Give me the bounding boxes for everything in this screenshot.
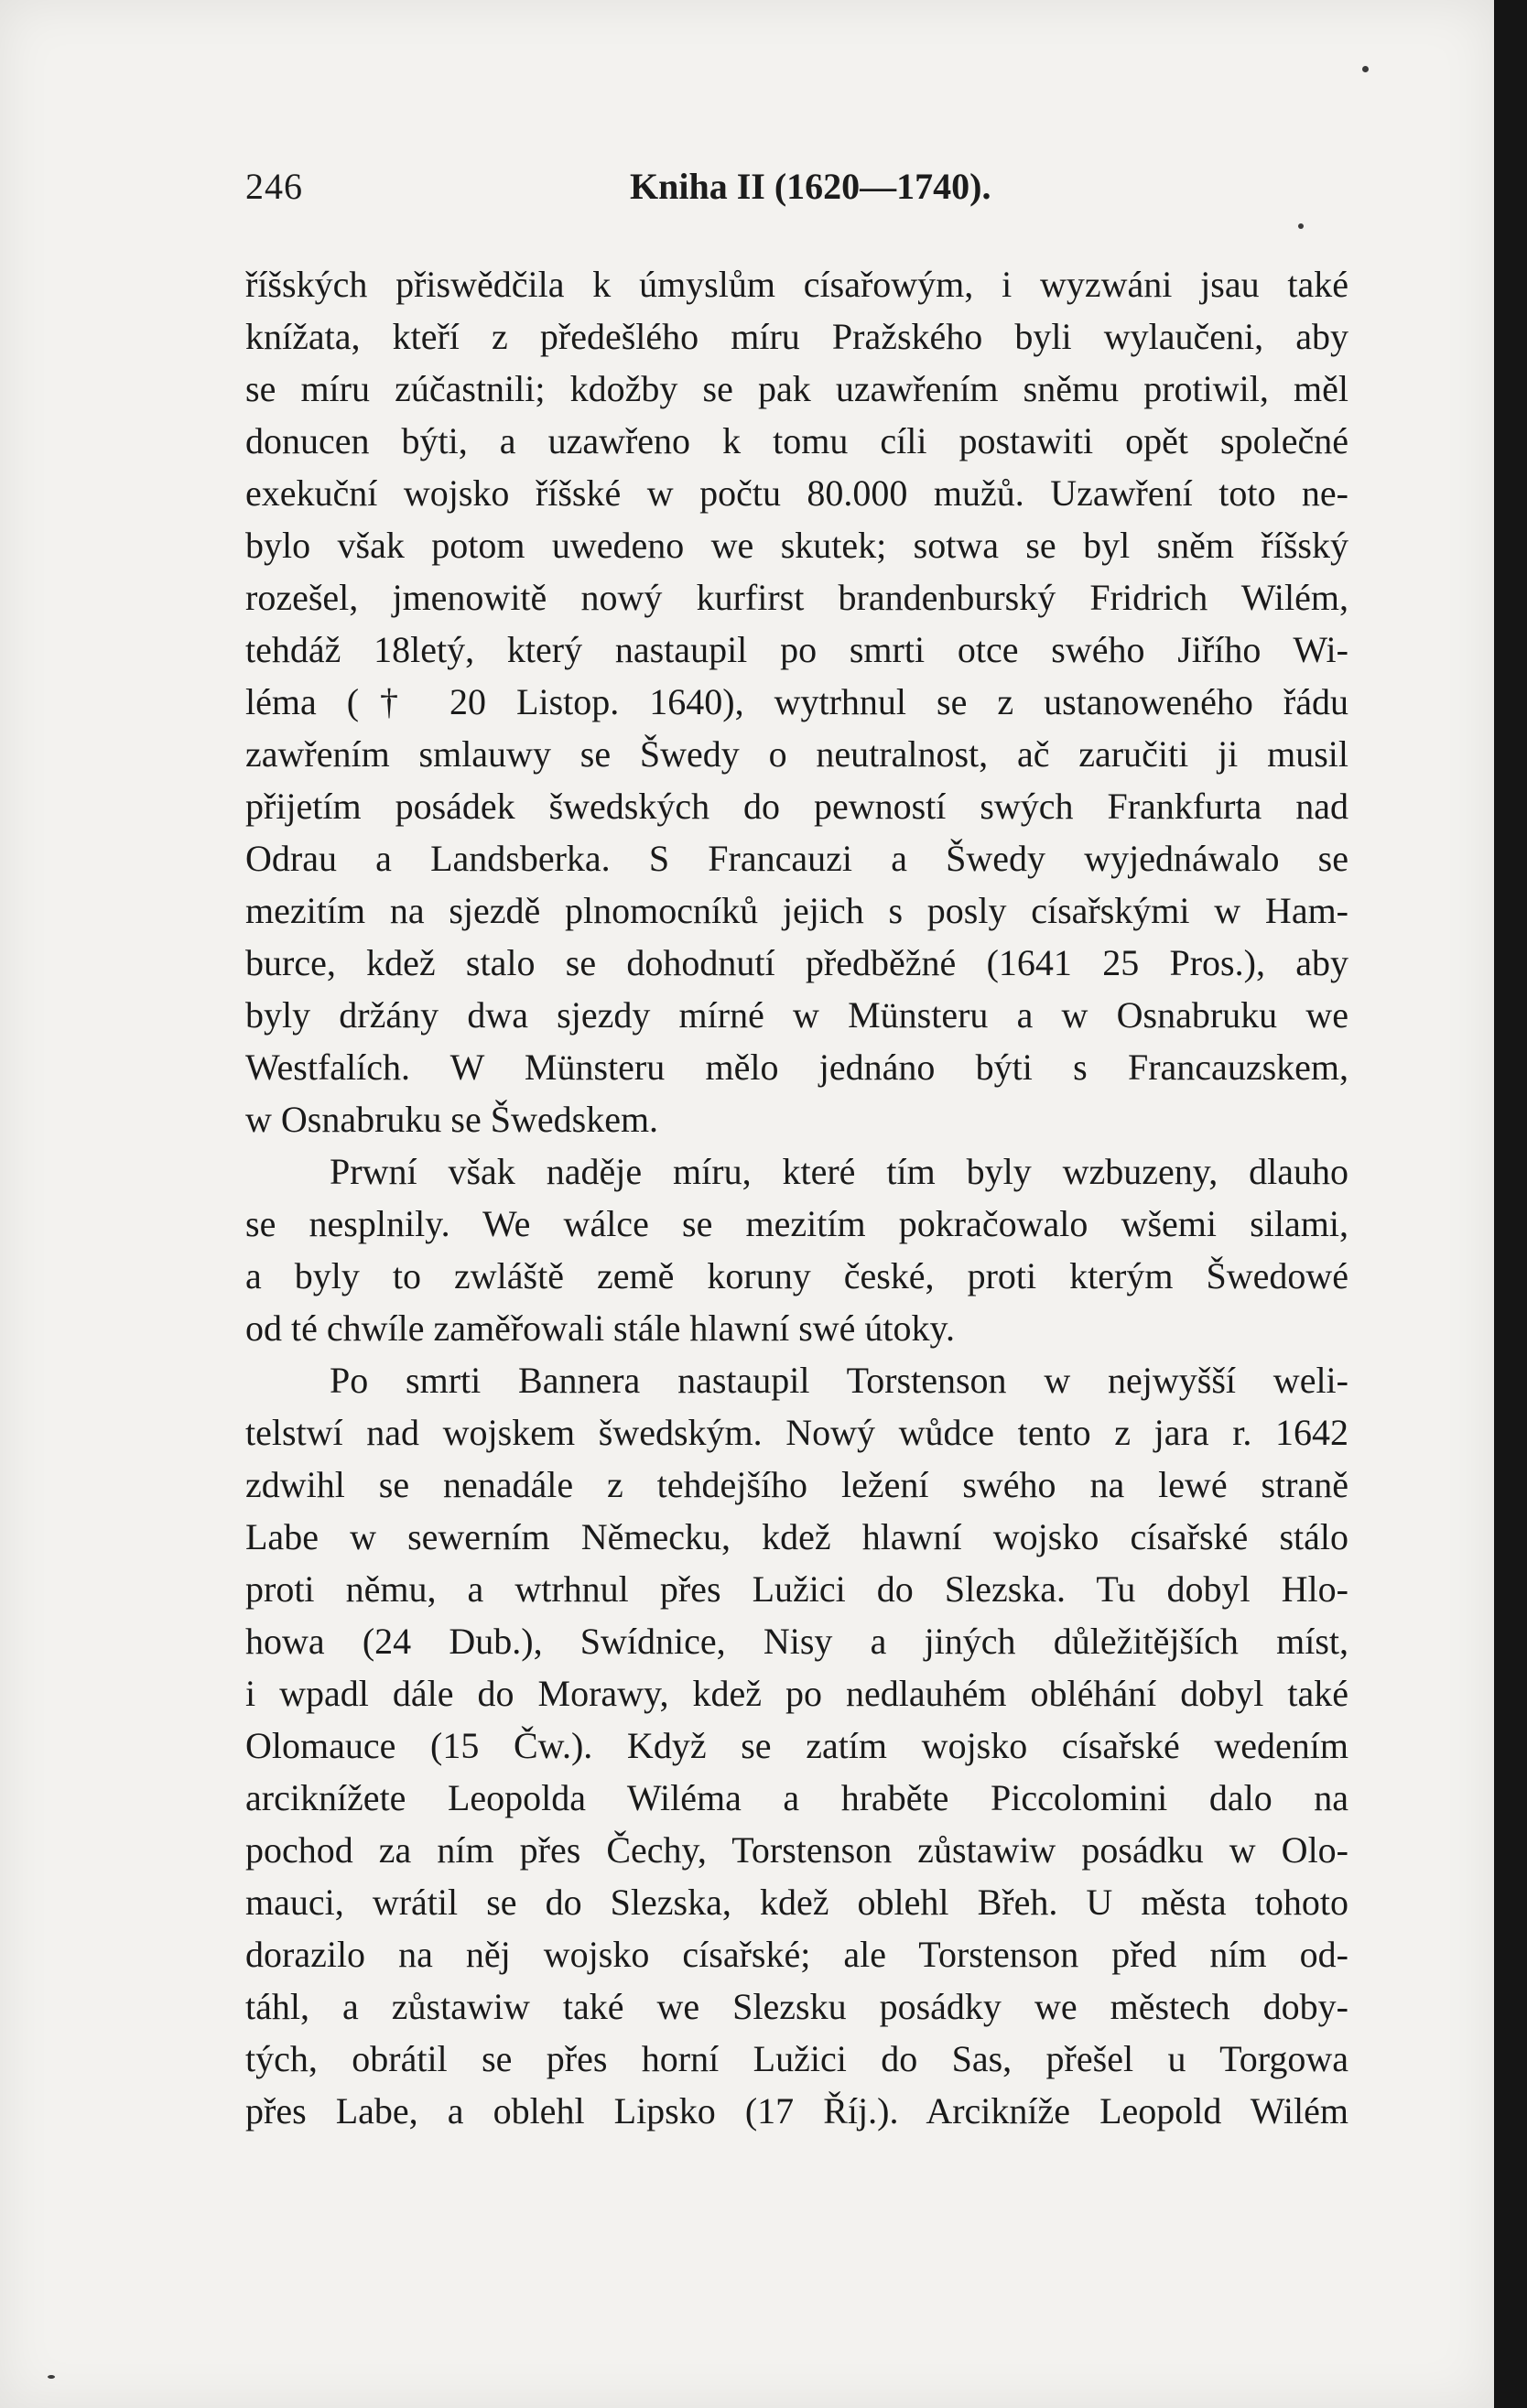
page-header [245,165,991,220]
paragraph-2 [245,1145,1348,1354]
text-line: bylo však potom uwedeno we skutek; sotwa se byl sněm říšský [245,525,1348,566]
text-line: táhl, a zůstawiw také we Slezsku posádky we městech doby- [245,1986,1348,2027]
page-number: 246 [245,166,303,207]
text-line: proti němu, a wtrhnul přes Lužici do Slezska. Tu dobyl Hlo- [245,1568,1348,1610]
running-head: Kniha II (1620—1740). [630,166,991,207]
text-line: léma († 20 Listop. 1640), wytrhnul se z ustanoweného řádu [245,681,1348,722]
text-line: pochod za ním přes Čechy, Torstenson zůstawiw posádku w Olo- [245,1829,1348,1871]
text-line: knížata, kteří z předešlého míru Pražského byli wylaučeni, aby [245,316,1348,357]
text-line: říšských přiswědčila k úmyslům císařowým, i wyzwáni jsau také [245,264,1348,305]
text-line: i wpadl dále do Morawy, kdež po nedlauhém obléhání dobyl také [245,1673,1348,1714]
text-line: Westfalích. W Münsteru mělo jednáno býti s Francauzskem, [245,1047,1348,1088]
text-line: se míru zúčastnili; kdožby se pak uzawřením sněmu protiwil, měl [245,368,1348,409]
text-line: telstwí nad wojskem šwedským. Nowý wůdce tento z jara r. 1642 [245,1412,1348,1453]
body-text [245,258,1348,2137]
text-line: mauci, wrátil se do Slezska, kdež oblehl Břeh. U města tohoto [245,1882,1348,1923]
scan-speck [48,2375,55,2379]
text-line: tehdáž 18letý, který nastaupil po smrti otce swého Jiřího Wi- [245,629,1348,670]
text-line: a byly to zwláště země koruny české, proti kterým Šwedowé [245,1255,1348,1296]
text-line: mezitím na sjezdě plnomocníků jejich s posly císařskými w Ham- [245,890,1348,931]
text-line: tých, obrátil se přes horní Lužici do Sas, přešel u Torgowa [245,2038,1348,2079]
text-line: zawřením smlauwy se Šwedy o neutralnost, ač zaručiti ji musil [245,733,1348,775]
text-line: donucen býti, a uzawřeno k tomu cíli postawiti opět společné [245,420,1348,461]
text-line: exekuční wojsko říšské w počtu 80.000 mužů. Uzawření toto ne- [245,472,1348,514]
text-line: přes Labe, a oblehl Lipsko (17 Říj.). Arcikníže Leopold Wilém [245,2090,1348,2131]
text-line: Prwní však naděje míru, které tím byly wzbuzeny, dlauho [330,1151,1348,1192]
text-line: burce, kdež stalo se dohodnutí předběžné (1641 25 Pros.), aby [245,942,1348,983]
text-line: byly držány dwa sjezdy mírné w Münsteru a w Osnabruku we [245,994,1348,1036]
text-line: Po smrti Bannera nastaupil Torstenson w nejwyšší weli- [330,1360,1348,1401]
text-line: Labe w sewerním Německu, kdež hlawní wojsko císařské stálo [245,1516,1348,1557]
text-line: w Osnabruku se Šwedskem. [245,1099,659,1140]
scan-speck [1362,66,1369,72]
text-line: od té chwíle zaměřowali stále hlawní swé útoky. [245,1307,955,1349]
paragraph-3 [245,1354,1348,2137]
text-line: rozešel, jmenowitě nowý kurfirst brandenburský Fridrich Wilém, [245,577,1348,618]
page-edge-shadow [1494,0,1527,2408]
paragraph-1 [245,258,1348,1145]
text-line: arciknížete Leopolda Wiléma a hraběte Piccolomini dalo na [245,1777,1348,1818]
text-line: dorazilo na něj wojsko císařské; ale Torstenson před ním od- [245,1934,1348,1975]
text-line: Odrau a Landsberka. S Francauzi a Šwedy wyjednáwalo se [245,838,1348,879]
text-line: se nesplnily. We wálce se mezitím pokračowalo wšemi silami, [245,1203,1348,1244]
text-line: zdwihl se nenadále z tehdejšího ležení swého na lewé straně [245,1464,1348,1505]
text-line: howa (24 Dub.), Swídnice, Nisy a jiných důležitějších míst, [245,1621,1348,1662]
scan-speck [1298,223,1304,229]
text-line: přijetím posádek šwedských do pewností swých Frankfurta nad [245,786,1348,827]
text-line: Olomauce (15 Čw.). Když se zatím wojsko císařské wedením [245,1725,1348,1766]
